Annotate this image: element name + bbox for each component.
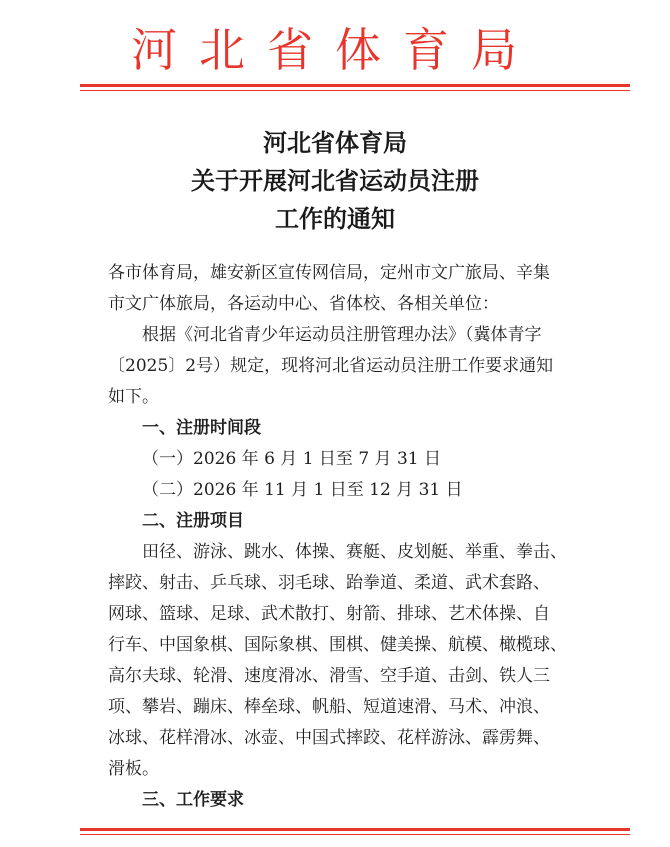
intro-line-1: 根据《河北省青少年运动员注册管理办法》（冀体青字 (142, 325, 542, 345)
section-2-line-4: 行车、中国象棋、国际象棋、围棋、健美操、航模、橄榄球、 (108, 635, 567, 655)
title-line-1: 河北省体育局 (263, 129, 407, 157)
footer-rule-thick (80, 828, 630, 831)
section-1-heading: 一、注册时间段 (142, 418, 261, 438)
section-2-line-6: 项、攀岩、蹦床、棒垒球、帆船、短道速滑、马术、冲浪、 (108, 697, 550, 717)
recipients-line-2: 市文广体旅局，各运动中心、省体校、各相关单位： (108, 294, 499, 314)
section-2-heading: 二、注册项目 (142, 511, 244, 531)
recipients-line-1: 各市体育局，雄安新区宣传网信局，定州市文广旅局、辛集 (108, 263, 550, 283)
section-2-line-8: 滑板。 (108, 759, 159, 779)
section-2-line-2: 摔跤、射击、乒乓球、羽毛球、跆拳道、柔道、武术套路、 (108, 573, 550, 593)
intro-line-3: 如下。 (108, 387, 159, 407)
intro-line-2: 〔2025〕2号）规定，现将河北省运动员注册工作要求通知 (108, 356, 554, 376)
document-body (108, 258, 618, 816)
section-2-line-5: 高尔夫球、轮滑、速度滑冰、滑雪、空手道、击剑、铁人三 (108, 666, 550, 686)
letterhead-rule-thin (80, 90, 630, 91)
footer-rule-thin (80, 834, 630, 835)
letterhead-org: 河北省体育局 (131, 23, 539, 77)
section-1-item-2: （二）2026 年 11 月 1 日至 12 月 31 日 (142, 480, 463, 500)
section-2-line-1: 田径、游泳、跳水、体操、赛艇、皮划艇、举重、拳击、 (142, 542, 567, 562)
section-1-item-1: （一）2026 年 6 月 1 日至 7 月 31 日 (142, 449, 441, 469)
title-line-2: 关于开展河北省运动员注册 (191, 167, 479, 195)
letterhead-rule-thick (80, 84, 630, 87)
section-2-line-3: 网球、篮球、足球、武术散打、射箭、排球、艺术体操、自 (108, 604, 550, 624)
section-2-line-7: 冰球、花样滑冰、冰壶、中国式摔跤、花样游泳、霹雳舞、 (108, 728, 550, 748)
title-line-3: 工作的通知 (275, 205, 395, 233)
section-3-heading: 三、工作要求 (142, 790, 244, 810)
